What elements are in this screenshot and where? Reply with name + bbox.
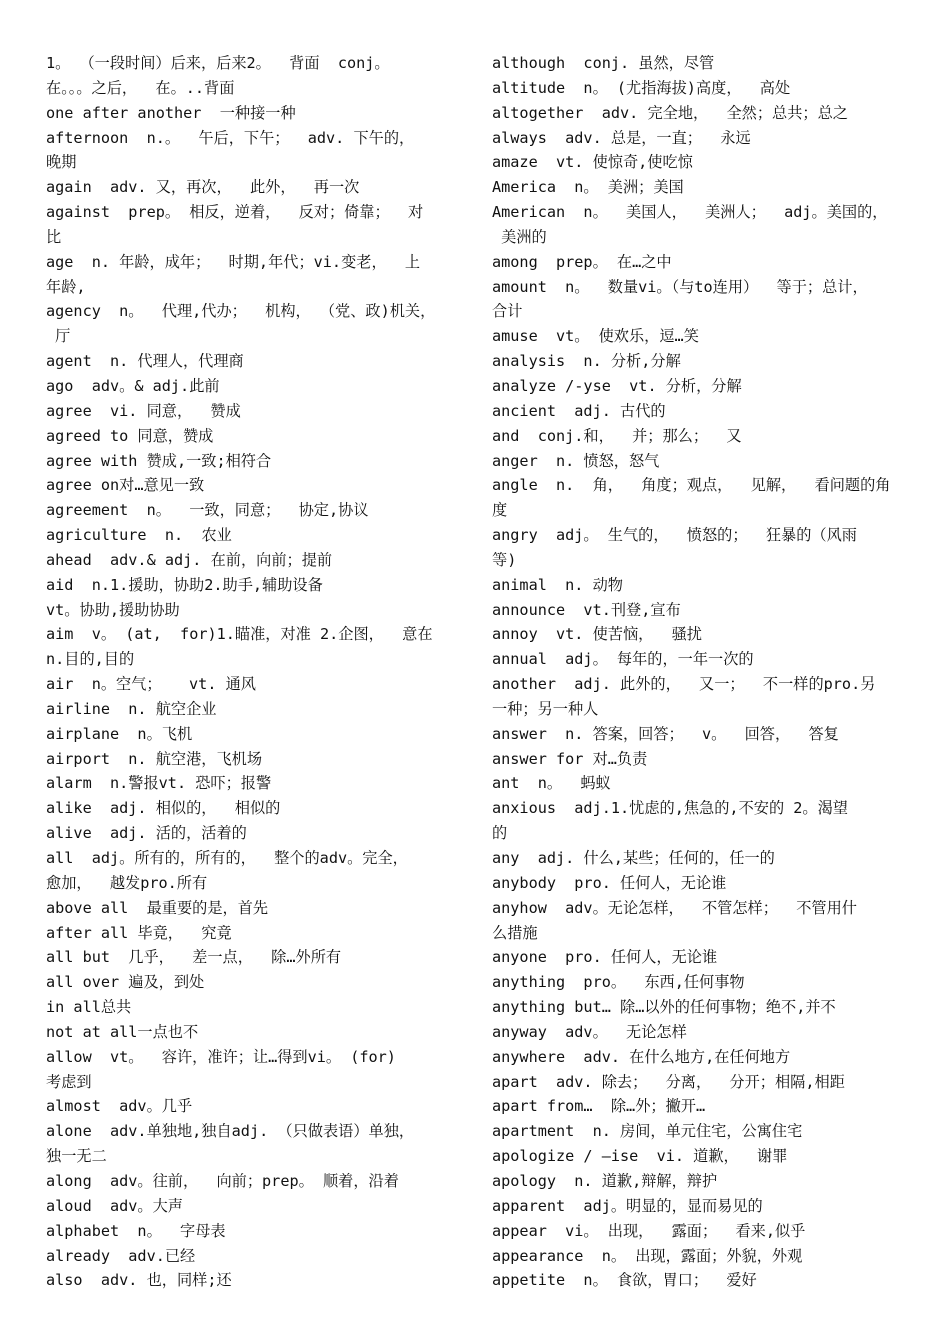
entry-line: agree vi. 同意， 赞成 [46, 401, 241, 420]
entry-line: ancient adj. 古代的 [492, 401, 666, 420]
entry-line: afternoon n.。 午后，下午； adv. 下午的， [46, 128, 415, 147]
entry-line: alike adj. 相似的， 相似的 [46, 799, 281, 818]
entry-line: agree on对…意见一致 [46, 476, 205, 495]
entry-line: all adj。所有的，所有的， 整个的adv。完全， [46, 849, 408, 867]
entry-line: annoy vt. 使苦恼， 骚扰 [492, 625, 702, 644]
entry-line: angle n. 角， 角度；观点， 见解， 看问题的角 [492, 476, 891, 495]
entry-line: another adj. 此外的， 又一； 不一样的pro.另 [492, 675, 876, 694]
entry-line: annual adj。 每年的，一年一次的 [492, 650, 754, 669]
entry-line: apology n. 道歉,辩解，辩护 [492, 1171, 718, 1190]
entry-line: 厅 [46, 327, 71, 346]
entry-line: ago adv。& adj.此前 [46, 376, 220, 395]
entry-line: aloud adv。大声 [46, 1196, 183, 1215]
entry-line: one after another 一种接一种 [46, 103, 296, 122]
entry-line: always adv. 总是，一直； 永远 [492, 128, 751, 147]
entry-line: 晚期 [46, 153, 77, 172]
entry-line: airplane n。飞机 [46, 724, 193, 743]
entry-line: apartment n. 房间，单元住宅，公寓住宅 [492, 1122, 803, 1141]
entry-line: answer for 对…负责 [492, 749, 648, 768]
entry-line: altogether adv. 完全地， 全然；总共；总之 [492, 103, 848, 122]
entry-line: apologize / —ise vi. 道歉， 谢罪 [492, 1147, 788, 1166]
entry-line: alarm n.警报vt. 恐吓；报警 [46, 774, 272, 793]
entry-line: alive adj. 活的，活着的 [46, 824, 247, 843]
entry-line: already adv.已经 [46, 1246, 196, 1265]
entry-line: all over 遍及，到处 [46, 973, 205, 992]
entry-line: again adv. 又，再次， 此外， 再一次 [46, 178, 360, 197]
entry-line: anger n. 愤怒，怒气 [492, 451, 660, 470]
entry-line: along adv。往前， 向前；prep。 顺着，沿着 [46, 1171, 399, 1190]
entry-line: not at all一点也不 [46, 1022, 199, 1041]
entry-line: 的 [492, 824, 508, 843]
entry-line: appearance n。 出现，露面；外貌，外观 [492, 1246, 803, 1265]
entry-line: 1。 （一段时间）后来，后来2。 背面 conj。 [46, 54, 390, 72]
entry-line: American n。 美国人， 美洲人； adj。美国的， [492, 203, 888, 222]
entry-line: 在。。。之后， 在。..背面 [46, 78, 235, 97]
entry-line: apart adv. 除去； 分离， 分开；相隔,相距 [492, 1072, 845, 1091]
entry-line: anything pro。 东西,任何事物 [492, 973, 745, 992]
entry-line: agriculture n. 农业 [46, 526, 232, 545]
entry-line: 年龄, [46, 277, 86, 296]
entry-line: apparent adj。明显的，显而易见的 [492, 1196, 763, 1215]
entry-line: aid n.1.援助，协助2.助手,辅助设备 [46, 575, 323, 594]
entry-line: 合计 [492, 302, 523, 321]
entry-line: answer n. 答案，回答； v。 回答， 答复 [492, 724, 839, 743]
entry-line: airline n. 航空企业 [46, 699, 217, 718]
entry-line: anywhere adv. 在什么地方,在任何地方 [492, 1047, 791, 1066]
entry-line: airport n. 航空港，飞机场 [46, 749, 263, 768]
entry-line: almost adv。几乎 [46, 1097, 193, 1116]
entry-line: any adj. 什么,某些；任何的，任一的 [492, 849, 775, 867]
entry-line: apart from… 除…外；撇开… [492, 1097, 706, 1116]
entry-line: air n。空气； vt. 通风 [46, 675, 256, 694]
entry-line: aim v。 (at, for)1.瞄准，对准 2.企图， 意在 [46, 625, 433, 644]
entry-line: 美洲的 [492, 227, 547, 246]
entry-line: allow vt。 容许，准许；让…得到vi。 (for) [46, 1047, 396, 1066]
entry-line: after all 毕竟， 究竟 [46, 923, 232, 942]
entry-line: anything but… 除…以外的任何事物；绝不,并不 [492, 998, 836, 1017]
entry-line: 独一无二 [46, 1147, 107, 1166]
entry-line: amount n。 数量vi。（与to连用） 等于；总计， [492, 277, 868, 296]
entry-line: n.目的,目的 [46, 650, 135, 669]
entry-line: agreed to 同意，赞成 [46, 426, 214, 445]
entry-line: also adv. 也，同样;还 [46, 1271, 232, 1290]
entry-line: anyway adv。 无论怎样 [492, 1022, 687, 1041]
entry-line: anyhow adv。无论怎样， 不管怎样； 不管用什 [492, 898, 857, 917]
entry-line: anyone pro. 任何人，无论谁 [492, 948, 718, 967]
entry-line: amuse vt。 使欢乐，逗…笑 [492, 327, 699, 346]
entry-line: alone adv.单独地,独自adj. （只做表语）单独， [46, 1122, 415, 1141]
entry-line: analyze /-yse vt. 分析，分解 [492, 376, 742, 395]
entry-line: 么措施 [492, 923, 538, 942]
entry-line: America n。 美洲；美国 [492, 178, 684, 197]
entry-line: 等) [492, 550, 517, 569]
right-column [492, 51, 917, 1293]
entry-line: and conj.和， 并；那么； 又 [492, 426, 742, 445]
left-column [46, 51, 471, 1293]
entry-line: age n. 年龄，成年； 时期,年代；vi.变老， 上 [46, 252, 421, 271]
entry-line: analysis n. 分析,分解 [492, 352, 681, 371]
entry-line: 考虑到 [46, 1072, 92, 1091]
entry-line: animal n. 动物 [492, 575, 623, 594]
entry-line: alphabet n。 字母表 [46, 1221, 226, 1240]
entry-line: altitude n。 (尤指海拔)高度， 高处 [492, 78, 791, 97]
entry-line: ant n。 蚂蚁 [492, 774, 611, 793]
entry-line: 愈加， 越发pro.所有 [46, 873, 208, 892]
entry-line: agency n。 代理,代办； 机构， （党、政)机关， [46, 302, 436, 321]
entry-line: 度 [492, 501, 508, 520]
entry-line: angry adj。 生气的， 愤怒的； 狂暴的（风雨 [492, 526, 857, 545]
entry-line: agreement n。 一致，同意； 协定,协议 [46, 501, 369, 520]
entry-line: although conj. 虽然，尽管 [492, 54, 715, 72]
entry-line: ahead adv.& adj. 在前，向前；提前 [46, 550, 333, 569]
entry-line: announce vt.刊登,宣布 [492, 600, 681, 619]
entry-line: vt。协助,援助协助 [46, 600, 180, 619]
entry-line: all but 几乎， 差一点， 除…外所有 [46, 948, 342, 967]
entry-line: appetite n。 食欲，胃口； 爱好 [492, 1271, 757, 1290]
entry-line: among prep。 在…之中 [492, 252, 672, 271]
entry-line: anxious adj.1.忧虑的,焦急的,不安的 2。渴望 [492, 799, 848, 818]
entry-line: 一种；另一种人 [492, 699, 599, 718]
entry-line: amaze vt. 使惊奇,使吃惊 [492, 153, 693, 172]
entry-line: agree with 赞成,一致;相符合 [46, 451, 272, 470]
entry-line: anybody pro. 任何人，无论谁 [492, 873, 727, 892]
entry-line: 比 [46, 227, 62, 246]
entry-line: agent n. 代理人，代理商 [46, 352, 244, 371]
entry-line: appear vi。 出现， 露面； 看来,似乎 [492, 1221, 806, 1240]
entry-line: in all总共 [46, 998, 132, 1017]
entry-line: above all 最重要的是，首先 [46, 898, 269, 917]
entry-line: against prep。 相反，逆着， 反对；倚靠； 对 [46, 203, 424, 222]
